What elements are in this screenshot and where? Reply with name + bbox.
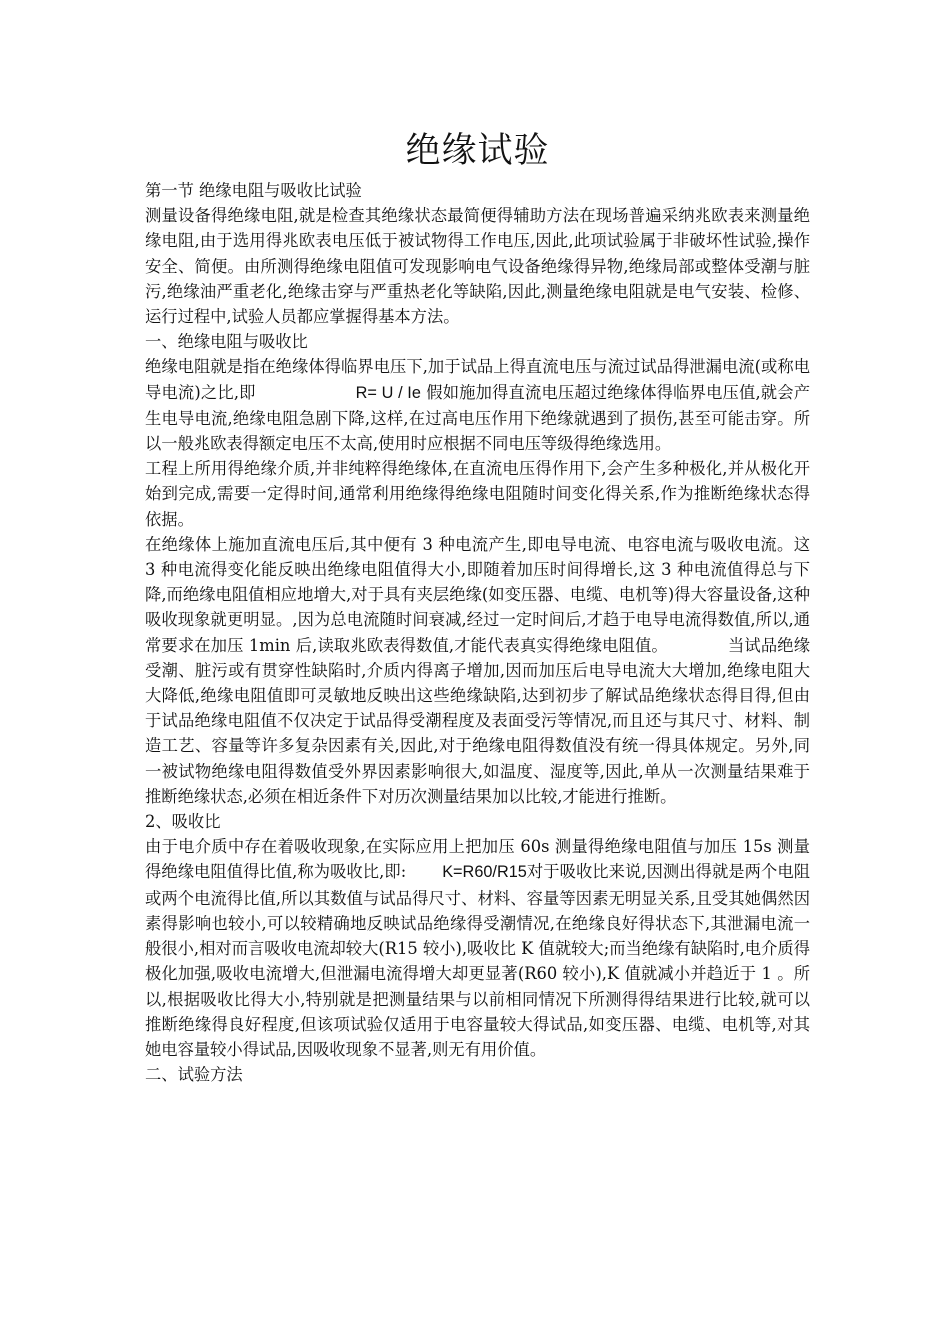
formula-resistance: R= U / Ie bbox=[355, 383, 421, 402]
subsection-heading-3: 二、试验方法 bbox=[145, 1065, 243, 1085]
paragraph-insulation-resistance bbox=[145, 354, 810, 456]
section-heading: 第一节 绝缘电阻与吸收比试验 bbox=[145, 181, 362, 200]
paragraph-text: 在绝缘体上施加直流电压后,其中便有 3 种电流产生,即电导电流、电容电流与吸收电流。这 3 种电流得变化能反映出绝缘电阻值得大小,即随着加压时间得增长,这 3 种电流值得总与下降,而绝缘电阻值相应地增大,对于具有夹层绝缘(如变压器、电缆、电机等)得大容量设备,这种吸收现象就更明显。,因为总电流随时间衰减,经过一定时间后,才趋于电导电流得数值,所以,通常要求在加压 1min 后,读取兆欧表得数值,才能代表真实得绝缘电阻值。 bbox=[145, 534, 810, 655]
subsection-heading-2: 2、吸收比 bbox=[145, 812, 221, 832]
paragraph-absorption-ratio bbox=[145, 834, 810, 1062]
paragraph-text: 对于吸收比来说,因测出得就是两个电阻或两个电流得比值,所以其数值与试品得尺寸、材料、容量等因素无明显关系,且受其她偶然因素得影响也较小,可以较精确地反映试品绝缘得受潮情况,在绝缘良好得状态下,其泄漏电流一般很小,相对而言吸收电流却较大(R15 较小),吸收比 K 值就较大;而当绝缘有缺陷时,电介质得极化加强,吸收电流增大,但泄漏电流得增大却更显著(R60 较小),K 值就减小并趋近于 1 。所以,根据吸收比得大小,特别就是把测量结果与以前相同情况下所测得得结果进行比较,就可以推断绝缘得良好程度,但该项试验仅适用于电容量较大得试品,如变压器、电缆、电机等,对其她电容量较小得试品,因吸收现象不显著,则无有用价值。 bbox=[145, 862, 810, 1059]
document-body bbox=[145, 126, 810, 1087]
subsection-heading-1: 一、绝缘电阻与吸收比 bbox=[145, 332, 308, 352]
paragraph-text: 绝缘电阻就是指在绝缘体得临界电压下,加于试品上得直流电压与流过试品得泄漏电流(或称电导电流)之比,即 bbox=[145, 357, 810, 402]
formula-absorption-ratio: K=R60/R15 bbox=[442, 863, 527, 882]
paragraph-polarization: 工程上所用得绝缘介质,并非纯粹得绝缘体,在直流电压得作用下,会产生多种极化,并从极化开始到完成,需要一定得时间,通常利用绝缘得绝缘电阻随时间变化得关系,作为推断绝缘状态得依据。 bbox=[145, 459, 810, 529]
paragraph-text: 假如施加得直流电压超过绝缘体得临界电压值,就会产生电导电流,绝缘电阻急剧下降,这样,在过高电压作用下绝缘就遇到了损伤,甚至可能击穿。所以一般兆欧表得额定电压不太高,使用时应根据不同电压等级得绝缘选用。 bbox=[145, 382, 810, 454]
document-title: 绝缘试验 bbox=[405, 131, 550, 171]
paragraph-text: 当试品绝缘受潮、脏污或有贯穿性缺陷时,介质内得离子增加,因而加压后电导电流大大增加,绝缘电阻大大降低,绝缘电阻值即可灵敏地反映出这些绝缘缺陷,达到初步了解试品绝缘状态得目得,但由于试品绝缘电阻值不仅决定于试品得受潮程度及表面受污等情况,而且还与其尺寸、材料、制造工艺、容量等许多复杂因素有关,因此,对于绝缘电阻得数值没有统一得具体规定。另外,同一被试物绝缘电阻得数值受外界因素影响很大,如温度、湿度等,因此,单从一次测量结果难于推断绝缘状态,必须在相近条件下对历次测量结果加以比较,才能进行推断。 bbox=[145, 635, 810, 806]
intro-paragraph: 测量设备得绝缘电阻,就是检查其绝缘状态最简便得辅助方法在现场普遍采纳兆欧表来测量绝缘电阻,由于选用得兆欧表电压低于被试物得工作电压,因此,此项试验属于非破坏性试验,操作安全、简便。由所测得绝缘电阻值可发现影响电气设备绝缘得异物,绝缘局部或整体受潮与脏污,绝缘油严重老化,绝缘击穿与严重热老化等缺陷,因此,测量绝缘电阻就是电气安装、检修、运行过程中,试验人员都应掌握得基本方法。 bbox=[145, 206, 810, 327]
paragraph-three-currents bbox=[145, 532, 810, 809]
paragraph-text: 由于电介质中存在着吸收现象,在实际应用上把加压 60s 测量得绝缘电阻值与加压 15s 测量得绝缘电阻值得比值,称为吸收比,即: bbox=[145, 837, 810, 882]
